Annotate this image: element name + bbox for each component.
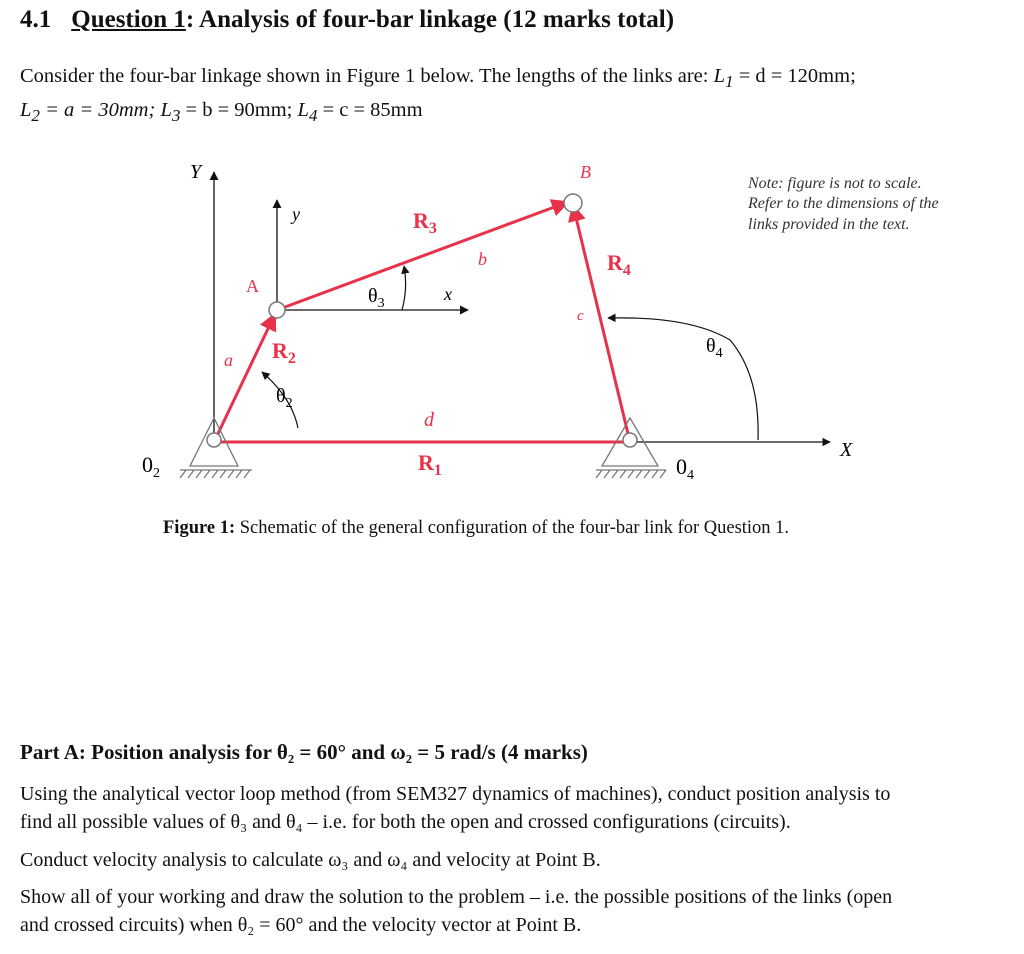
joint-B <box>564 194 582 212</box>
svg-text:links provided in the text.: links provided in the text. <box>748 216 910 233</box>
ground-support-O4 <box>596 418 666 478</box>
theta3-arc <box>402 266 406 310</box>
label-b: b <box>478 249 487 269</box>
scale-note <box>747 175 939 233</box>
intro-line-1: Consider the four-bar linkage shown in Figure 1 below. The lengths of the links are: $L_1 = d = 120mm$; <box>20 65 856 92</box>
label-R2: $R_2$ <box>272 338 296 367</box>
caption-label: Figure 1: <box>163 518 236 538</box>
label-x: x <box>444 284 452 304</box>
svg-text:Refer to the dimensions of the: Refer to the dimensions of the <box>748 195 939 212</box>
heading-rest: : Analysis of four-bar linkage (12 marks total) <box>185 6 675 33</box>
label-R1: $R_1$ <box>418 450 442 479</box>
label-R4: $R_4$ <box>607 250 631 279</box>
joint-A <box>269 302 285 318</box>
joint-O2 <box>207 433 221 447</box>
label-theta4: $\theta_4$ <box>706 335 723 361</box>
label-theta2: $\theta_2$ <box>276 385 293 411</box>
part-a-title: Part A: Position analysis for θ₂ = 60° and ω₂ = 5 rad/s (4 marks) <box>20 740 588 764</box>
svg-text:Note: figure is not to scale.: Note: figure is not to scale. <box>748 175 922 192</box>
joint-O4 <box>623 433 637 447</box>
question-link[interactable]: Question 1 <box>71 6 186 33</box>
label-O2: $0_2$ <box>142 452 160 481</box>
theta4-arc <box>608 318 758 440</box>
label-c: c <box>577 308 584 324</box>
label-a: a <box>224 350 233 370</box>
part-a-paragraph-2: Conduct velocity analysis to calculate ω₃ and ω₄ and velocity at Point B. <box>20 849 601 871</box>
section-number: 4.1 <box>20 6 52 33</box>
part-a-paragraph-3: Show all of your working and draw the solution to the problem – i.e. the possible positions of the links (open and crossed circuits) when θ₂ = 60° and the velocity vector at Point B. <box>20 886 893 936</box>
label-B: B <box>580 162 591 182</box>
ground-support-O2 <box>180 418 252 478</box>
label-R3: $R_3$ <box>413 208 437 237</box>
intro-line-2: $L_2 = a = 30mm$; $L_3 = b = 90mm$; $L_4 = c = 85mm$ <box>20 99 423 126</box>
label-y: y <box>292 204 300 224</box>
part-a-paragraph-1: Using the analytical vector loop method (from SEM327 dynamics of machines), conduct position analysis to find all possible values of θ₃ and θ₄ – i.e. for both the open and crossed configurations (circuits). <box>20 783 891 833</box>
figure-caption <box>163 518 789 539</box>
caption-text: Schematic of the general configuration of the four-bar link for Question 1. <box>235 518 790 538</box>
link-R2-crank <box>214 314 275 442</box>
label-A: A <box>246 276 259 296</box>
label-X: X <box>840 439 853 461</box>
label-d: d <box>424 409 434 431</box>
label-Y: Y <box>190 161 202 183</box>
label-O4: $0_4$ <box>676 454 694 483</box>
label-theta3: $\theta_3$ <box>368 285 385 311</box>
